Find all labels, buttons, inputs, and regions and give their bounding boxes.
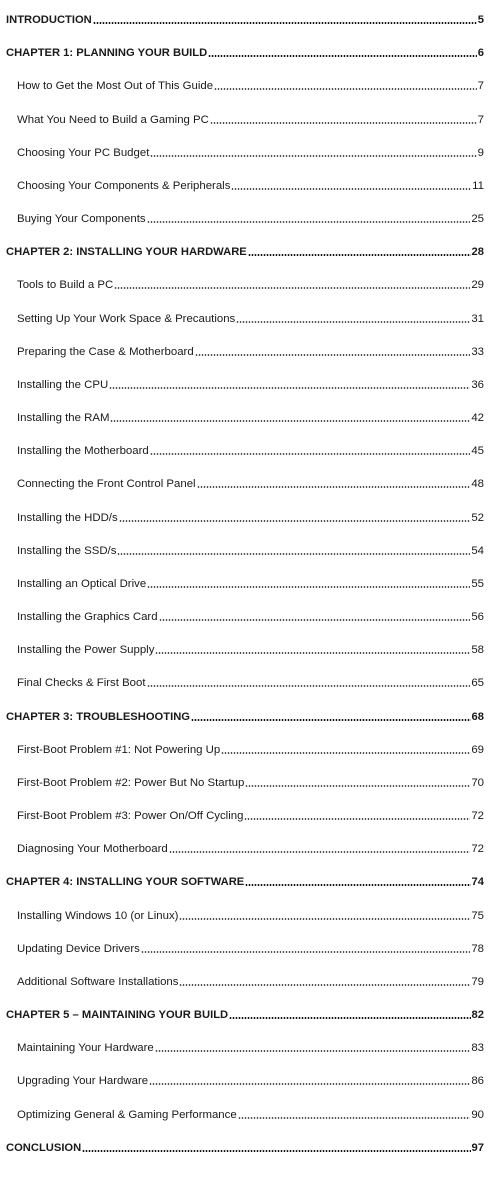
toc-entry-page-number: 55 xyxy=(471,577,484,590)
dot-leader xyxy=(155,1050,471,1052)
toc-section-entry[interactable] xyxy=(0,969,492,989)
dot-leader xyxy=(197,486,471,488)
toc-section-entry[interactable] xyxy=(0,339,492,359)
toc-entry-page-number: 74 xyxy=(471,876,484,889)
dot-leader xyxy=(159,619,471,621)
toc-section-entry[interactable] xyxy=(0,737,492,757)
dot-leader xyxy=(119,520,471,522)
toc-chapter-entry[interactable] xyxy=(0,239,492,259)
toc-entry-title: Optimizing General & Gaming Performance xyxy=(17,1108,237,1121)
dot-leader xyxy=(147,685,471,687)
toc-chapter-entry[interactable] xyxy=(0,7,492,27)
toc-entry-page-number: 97 xyxy=(471,1141,484,1154)
toc-entry-page-number: 65 xyxy=(471,677,484,690)
dot-leader xyxy=(245,785,470,787)
toc-section-entry[interactable] xyxy=(0,571,492,591)
toc-entry-title: First-Boot Problem #2: Power But No Startup xyxy=(17,776,245,789)
toc-entry-page-number: 5 xyxy=(477,14,484,26)
toc-entry-page-number: 72 xyxy=(471,843,484,856)
toc-entry-title: How to Get the Most Out of This Guide xyxy=(17,80,214,93)
toc-section-entry[interactable] xyxy=(0,538,492,558)
toc-entry-page-number: 9 xyxy=(477,146,484,159)
toc-chapter-entry[interactable] xyxy=(0,1002,492,1022)
toc-entry-page-number: 72 xyxy=(471,810,484,823)
toc-entry-page-number: 56 xyxy=(471,611,484,624)
toc-section-entry[interactable] xyxy=(0,670,492,690)
toc-entry-title: Connecting the Front Control Panel xyxy=(17,478,196,491)
dot-leader xyxy=(245,884,470,886)
toc-section-entry[interactable] xyxy=(0,903,492,923)
toc-entry-page-number: 42 xyxy=(471,412,484,424)
toc-section-entry[interactable] xyxy=(0,836,492,856)
toc-entry-title: CHAPTER 4: INSTALLING YOUR SOFTWARE xyxy=(6,876,245,889)
toc-entry-page-number: 58 xyxy=(471,644,484,657)
dot-leader xyxy=(231,188,471,190)
toc-entry-page-number: 75 xyxy=(471,909,484,922)
dot-leader xyxy=(210,122,477,124)
toc-entry-page-number: 7 xyxy=(477,80,484,93)
toc-section-entry[interactable] xyxy=(0,1102,492,1122)
toc-entry-title: Choosing Your PC Budget xyxy=(17,146,150,159)
toc-entry-title: Installing the SSD/s xyxy=(17,544,117,557)
dot-leader xyxy=(248,254,471,256)
toc-entry-page-number: 45 xyxy=(471,445,484,458)
toc-entry-page-number: 11 xyxy=(472,179,484,192)
toc-chapter-entry[interactable] xyxy=(0,40,492,60)
toc-entry-page-number: 28 xyxy=(471,246,484,259)
toc-entry-title: Installing the HDD/s xyxy=(17,511,118,524)
dot-leader xyxy=(208,55,477,57)
toc-entry-page-number: 31 xyxy=(471,312,484,325)
toc-entry-page-number: 6 xyxy=(477,47,484,60)
toc-entry-title: Tools to Build a PC xyxy=(17,279,114,292)
toc-entry-title: Preparing the Case & Motherboard xyxy=(17,345,194,358)
toc-section-entry[interactable] xyxy=(0,1035,492,1055)
dot-leader xyxy=(179,984,470,986)
toc-entry-title: CHAPTER 3: TROUBLESHOOTING xyxy=(6,710,190,723)
dot-leader xyxy=(82,1150,470,1152)
toc-section-entry[interactable] xyxy=(0,272,492,292)
dot-leader xyxy=(236,321,470,323)
toc-entry-title: Final Checks & First Boot xyxy=(17,677,146,690)
toc-entry-title: Installing the Power Supply xyxy=(17,644,155,657)
toc-entry-title: Choosing Your Components & Peripherals xyxy=(17,179,231,192)
toc-entry-page-number: 33 xyxy=(471,345,484,358)
toc-entry-title: Installing the Graphics Card xyxy=(17,611,158,624)
toc-section-entry[interactable] xyxy=(0,637,492,657)
toc-section-entry[interactable] xyxy=(0,372,492,392)
toc-chapter-entry[interactable] xyxy=(0,704,492,724)
toc-entry-title: Installing the RAM xyxy=(17,412,110,424)
dot-leader xyxy=(238,1117,471,1119)
toc-chapter-entry[interactable] xyxy=(0,869,492,889)
dot-leader xyxy=(93,22,477,24)
dot-leader xyxy=(117,553,470,555)
dot-leader xyxy=(169,851,471,853)
toc-section-entry[interactable] xyxy=(0,1068,492,1088)
toc-section-entry[interactable] xyxy=(0,173,492,193)
toc-entry-page-number: 36 xyxy=(471,378,484,391)
toc-entry-page-number: 69 xyxy=(471,743,484,756)
toc-section-entry[interactable] xyxy=(0,936,492,956)
dot-leader xyxy=(147,221,471,223)
toc-section-entry[interactable] xyxy=(0,604,492,624)
dot-leader xyxy=(221,752,470,754)
toc-chapter-entry[interactable] xyxy=(0,1135,492,1155)
dot-leader xyxy=(179,918,470,920)
dot-leader xyxy=(150,453,471,455)
dot-leader xyxy=(191,719,471,721)
toc-section-entry[interactable] xyxy=(0,505,492,525)
toc-entry-page-number: 78 xyxy=(471,942,484,955)
toc-entry-page-number: 83 xyxy=(471,1042,484,1055)
toc-section-entry[interactable] xyxy=(0,770,492,790)
dot-leader xyxy=(195,354,471,356)
toc-entry-title: Maintaining Your Hardware xyxy=(17,1042,154,1055)
dot-leader xyxy=(149,1083,470,1085)
dot-leader xyxy=(150,155,476,157)
dot-leader xyxy=(229,1017,470,1019)
toc-entry-title: Installing Windows 10 (or Linux) xyxy=(17,909,179,922)
dot-leader xyxy=(110,420,470,422)
toc-entry-title: Additional Software Installations xyxy=(17,975,179,988)
dot-leader xyxy=(114,287,470,289)
toc-entry-title: Setting Up Your Work Space & Precautions xyxy=(17,312,236,325)
toc-entry-title: Upgrading Your Hardware xyxy=(17,1075,149,1088)
toc-entry-title: What You Need to Build a Gaming PC xyxy=(17,113,209,126)
toc-entry-page-number: 68 xyxy=(471,710,484,723)
toc-section-entry[interactable] xyxy=(0,206,492,226)
toc-entry-title: INTRODUCTION xyxy=(6,14,92,26)
toc-section-entry[interactable] xyxy=(0,306,492,326)
dot-leader xyxy=(141,951,471,953)
toc-entry-page-number: 7 xyxy=(477,113,484,126)
toc-section-entry[interactable] xyxy=(0,803,492,823)
toc-entry-title: CHAPTER 5 – MAINTAINING YOUR BUILD xyxy=(6,1009,229,1022)
toc-entry-page-number: 29 xyxy=(471,279,484,292)
toc-entry-title: First-Boot Problem #1: Not Powering Up xyxy=(17,743,221,756)
dot-leader xyxy=(155,652,470,654)
toc-entry-title: First-Boot Problem #3: Power On/Off Cycling xyxy=(17,810,244,823)
toc-entry-title: Buying Your Components xyxy=(17,213,146,225)
toc-entry-page-number: 70 xyxy=(471,776,484,789)
dot-leader xyxy=(109,387,470,389)
toc-section-entry[interactable] xyxy=(0,107,492,127)
toc-entry-page-number: 54 xyxy=(471,544,484,557)
toc-section-entry[interactable] xyxy=(0,405,492,425)
dot-leader xyxy=(244,818,470,820)
dot-leader xyxy=(214,88,477,90)
toc-entry-title: Installing an Optical Drive xyxy=(17,577,147,590)
toc-entry-title: CHAPTER 2: INSTALLING YOUR HARDWARE xyxy=(6,246,247,259)
toc-entry-page-number: 90 xyxy=(471,1108,484,1121)
toc-entry-page-number: 79 xyxy=(471,975,484,988)
toc-entry-title: Diagnosing Your Motherboard xyxy=(17,843,168,856)
toc-section-entry[interactable] xyxy=(0,140,492,160)
toc-entry-title: Installing the Motherboard xyxy=(17,445,149,458)
toc-entry-title: Updating Device Drivers xyxy=(17,942,140,955)
toc-section-entry[interactable] xyxy=(0,471,492,491)
toc-entry-page-number: 25 xyxy=(471,213,484,225)
toc-entry-page-number: 86 xyxy=(471,1075,484,1088)
toc-entry-page-number: 48 xyxy=(471,478,484,491)
toc-entry-title: CHAPTER 1: PLANNING YOUR BUILD xyxy=(6,47,208,60)
toc-section-entry[interactable] xyxy=(0,438,492,458)
toc-entry-title: Installing the CPU xyxy=(17,378,109,391)
toc-entry-title: CONCLUSION xyxy=(6,1141,82,1154)
toc-section-entry[interactable] xyxy=(0,73,492,93)
toc-entry-page-number: 52 xyxy=(471,511,484,524)
toc-entry-page-number: 82 xyxy=(471,1009,484,1022)
dot-leader xyxy=(147,586,470,588)
